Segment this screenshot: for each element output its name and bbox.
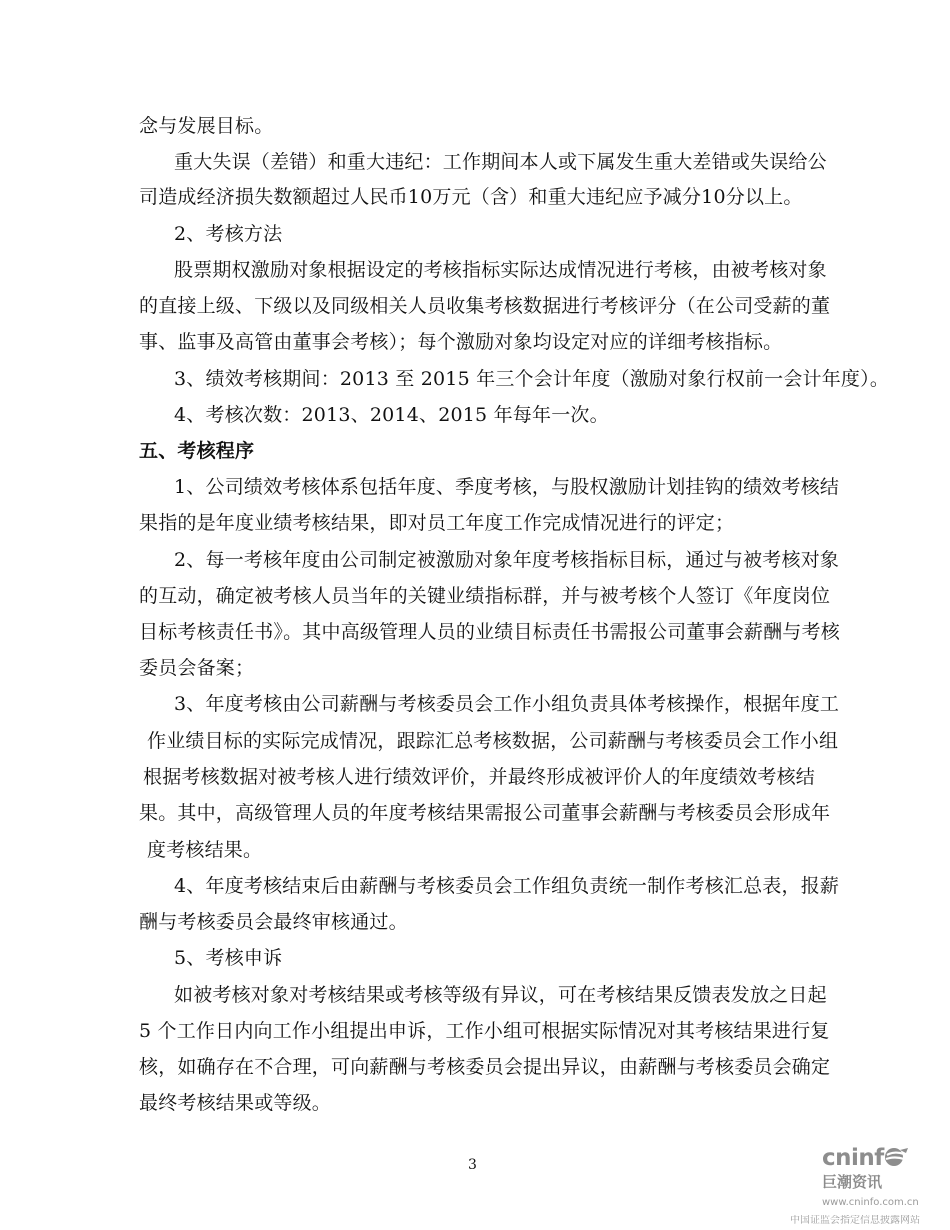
text-line: 3、绩效考核期间：2013 至 2015 年三个会计年度（激励对象行权前一会计年度）。	[174, 368, 890, 390]
text-line: 酬与考核委员会最终审核通过。	[139, 911, 408, 933]
text-line: 事、监事及高管由董事会考核）；每个激励对象均设定对应的详细考核指标。	[139, 331, 783, 353]
section-heading: 五、考核程序	[139, 440, 255, 462]
text-line: 最终考核结果或等级。	[139, 1092, 332, 1114]
text-line: 4、考核次数：2013、2014、2015 年每年一次。	[174, 404, 609, 426]
text-line: 4、年度考核结束后由薪酬与考核委员会工作组负责统一制作考核汇总表，报薪	[174, 875, 840, 897]
cninfo-tagline: 中国证监会指定信息披露网站	[790, 1215, 920, 1226]
text-line: 核，如确存在不合理，可向薪酬与考核委员会提出异议，由薪酬与考核委员会确定	[139, 1056, 831, 1078]
text-line: 的直接上级、下级以及同级相关人员收集考核数据进行考核评分（在公司受薪的董	[139, 295, 831, 317]
cninfo-chinese-name: 巨潮资讯	[822, 1173, 883, 1191]
text-line: 委员会备案；	[139, 657, 255, 679]
text-line: 的互动，确定被考核人员当年的关键业绩指标群，并与被考核个人签订《年度岗位	[139, 585, 831, 607]
text-line: 根据考核数据对被考核人进行绩效评价，并最终形成被评价人的年度绩效考核结	[143, 766, 816, 788]
text-line: 司造成经济损失数额超过人民币10万元（含）和重大违纪应予减分10分以上。	[139, 186, 803, 208]
text-line: 果。其中，高级管理人员的年度考核结果需报公司董事会薪酬与考核委员会形成年	[139, 802, 831, 824]
text-line: 度考核结果。	[147, 839, 263, 861]
section-subheading: 2、考核方法	[174, 223, 283, 245]
page-number: 3	[468, 1157, 477, 1173]
text-line: 5 个工作日内向工作小组提出申诉，工作小组可根据实际情况对其考核结果进行复	[139, 1020, 830, 1042]
text-line: 3、年度考核由公司薪酬与考核委员会工作小组负责具体考核操作，根据年度工	[174, 693, 840, 715]
text-line: 2、每一考核年度由公司制定被激励对象年度考核指标目标，通过与被考核对象	[174, 549, 840, 571]
text-line: 重大失误（差错）和重大违纪：工作期间本人或下属发生重大差错或失误给公	[174, 151, 827, 173]
cninfo-watermark	[790, 1142, 950, 1230]
text-line: 果指的是年度业绩考核结果，即对员工年度工作完成情况进行的评定；	[139, 512, 735, 534]
cninfo-url: www.cninfo.com.cn	[822, 1197, 919, 1208]
cninfo-wordmark: cninf	[822, 1145, 884, 1171]
cninfo-logo-icon	[882, 1147, 910, 1167]
text-line: 1、公司绩效考核体系包括年度、季度考核，与股权激励计划挂钩的绩效考核结	[174, 476, 840, 498]
text-line: 如被考核对象对考核结果或考核等级有异议，可在考核结果反馈表发放之日起	[174, 984, 827, 1006]
section-subheading: 5、考核申诉	[174, 947, 283, 969]
text-line: 目标考核责任书》。其中高级管理人员的业绩目标责任书需报公司董事会薪酬与考核	[139, 621, 840, 643]
text-line: 念与发展目标。	[139, 115, 274, 137]
text-line: 作业绩目标的实际完成情况，跟踪汇总考核数据，公司薪酬与考核委员会工作小组	[147, 730, 839, 752]
text-line: 股票期权激励对象根据设定的考核指标实际达成情况进行考核，由被考核对象	[174, 259, 827, 281]
